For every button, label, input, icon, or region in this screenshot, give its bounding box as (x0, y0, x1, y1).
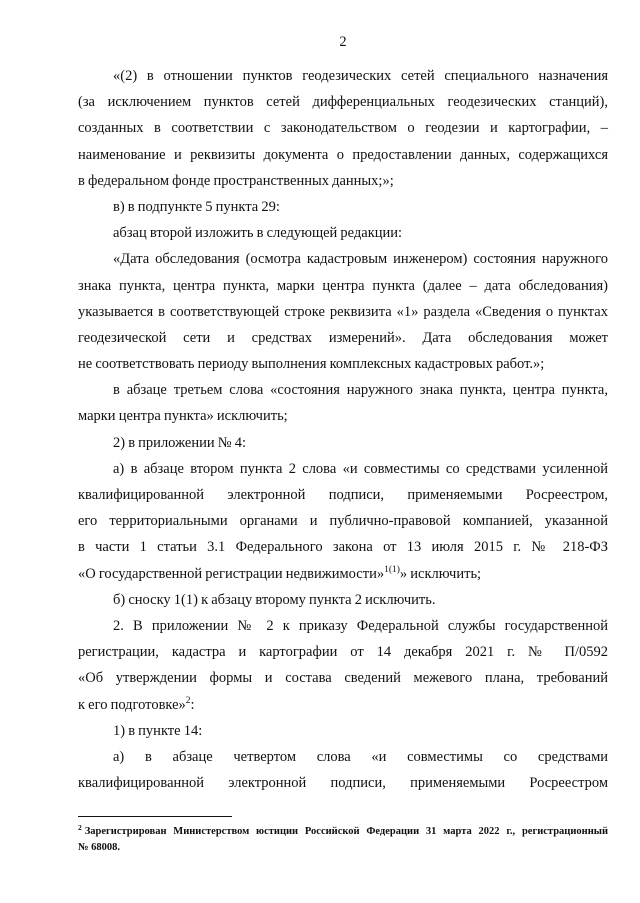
text-line: его территориальными органами и публично-правовой компанией, указанной (78, 513, 608, 530)
footnote-separator (78, 816, 232, 817)
text-line: (за исключением пунктов сетей дифференциальных геодезических станций), (78, 94, 608, 111)
text-line: в федеральном фонде пространственных данных;»; (78, 172, 394, 189)
footnote-reference: 2 (185, 695, 191, 706)
text-line: «Дата обследования (осмотра кадастровым инженером) состояния наружного (113, 251, 608, 268)
text-line: квалифицированной электронной подписи, применяемыми Росреестром (78, 775, 608, 792)
text-line (78, 692, 608, 718)
paragraph (78, 744, 608, 796)
text-line: «(2) в отношении пунктов геодезических сетей специального назначения (113, 68, 608, 84)
text-line: в) в подпункте 5 пункта 29: (113, 198, 280, 215)
text-line: геодезической сети и средствах измерений». Дата обследования может (78, 329, 608, 346)
paragraph (78, 194, 608, 220)
text-line: знака пункта, центра пункта, марки центра пункта (далее – дата обследования) (78, 277, 608, 294)
paragraph (78, 430, 608, 456)
text-line: в части 1 статьи 3.1 Федерального закона от 13 июля 2015 г. № 218-ФЗ (78, 539, 608, 556)
text-line: абзац второй изложить в следующей редакции: (113, 225, 403, 242)
footnote-reference: 1(1) (384, 564, 400, 575)
text-line: марки центра пункта» исключить; (78, 408, 288, 425)
paragraph (78, 718, 608, 744)
text-line: в абзаце третьем слова «состояния наружного знака пункта, центра пункта, (113, 382, 608, 399)
text-line: регистрации, кадастра и картографии от 14 декабря 2021 г. № П/0592 (78, 644, 608, 661)
text-line: б) сноску 1(1) к абзацу второму пункта 2 исключить. (113, 591, 436, 608)
text-segment: » исключить; (399, 565, 482, 582)
text-line: 1) в пункте 14: (113, 722, 203, 739)
footnote-line (78, 824, 608, 840)
text-line: созданных в соответствии с законодательством о геодезии и картографии, – (78, 120, 608, 137)
paragraph (78, 220, 608, 246)
text-segment: «О государственной регистрации недвижимости» (78, 565, 385, 582)
text-line: а) в абзаце четвертом слова «и совместимы со средствами (113, 748, 608, 765)
paragraph (78, 246, 608, 377)
text-line: наименование и реквизиты документа о предоставлении данных, содержащихся (78, 146, 608, 163)
footnote-mark: 2 (78, 823, 82, 832)
text-line (78, 561, 608, 587)
paragraph (78, 63, 608, 194)
footnote-text: Зарегистрирован Министерством юстиции Российской Федерации 31 марта 2022 г., регистрационный (84, 826, 608, 837)
text-segment: к его подготовке» (78, 696, 186, 713)
paragraph (78, 613, 608, 718)
text-line: указывается в соответствующей строке реквизита «1» раздела «Сведения о пунктах (78, 303, 608, 320)
text-line: 2. В приложении № 2 к приказу Федеральной службы государственной (113, 617, 608, 634)
text-segment: : (190, 696, 195, 713)
text-line: а) в абзаце втором пункта 2 слова «и совместимы со средствами усиленной (113, 460, 608, 477)
paragraph (78, 377, 608, 429)
text-line: 2) в приложении № 4: (113, 434, 246, 451)
footnote (78, 824, 608, 856)
footnote-line: № 68008. (78, 842, 121, 853)
paragraph (78, 587, 608, 613)
text-line: квалифицированной электронной подписи, применяемыми Росреестром, (78, 487, 608, 503)
text-line: не соответствовать периоду выполнения комплексных кадастровых работ.»; (78, 356, 545, 373)
document-body (78, 63, 608, 796)
text-line: «Об утверждении формы и состава сведений межевого плана, требований (78, 670, 608, 687)
paragraph (78, 456, 608, 587)
page-number: 2 (339, 34, 347, 50)
